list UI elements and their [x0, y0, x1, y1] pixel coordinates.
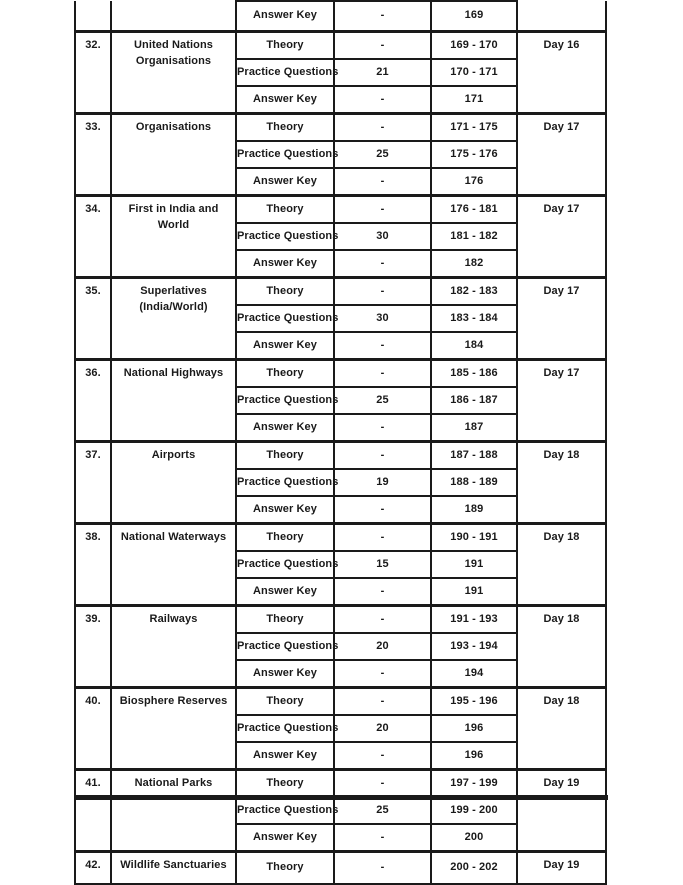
question-count: -	[334, 196, 431, 224]
page-range: 187 - 188	[431, 442, 517, 470]
page-range: 171	[431, 86, 517, 114]
page-range: 185 - 186	[431, 360, 517, 388]
row-type: Answer Key	[236, 86, 334, 114]
page-range: 169 - 170	[431, 32, 517, 60]
row-type: Practice Questions	[236, 305, 334, 332]
page-range: 187	[431, 414, 517, 442]
row-type: Practice Questions	[236, 223, 334, 250]
question-count: -	[334, 360, 431, 388]
page-range: 176	[431, 168, 517, 196]
row-type: Theory	[236, 196, 334, 224]
table-row	[75, 360, 606, 388]
row-type: Answer Key	[236, 496, 334, 524]
question-count: -	[334, 332, 431, 360]
cropped-row-edge	[74, 795, 608, 800]
chapter-title: Biosphere Reserves	[111, 688, 236, 770]
question-count: -	[334, 606, 431, 634]
question-count: 30	[334, 223, 431, 250]
question-count: -	[334, 32, 431, 60]
question-count: -	[334, 442, 431, 470]
chapter-number: 41.	[75, 770, 111, 852]
page-range: 200 - 202	[431, 852, 517, 885]
question-count: 19	[334, 469, 431, 496]
day-label	[517, 1, 606, 32]
row-type: Theory	[236, 32, 334, 60]
table-row	[75, 278, 606, 306]
table-row	[75, 114, 606, 142]
row-type: Theory	[236, 278, 334, 306]
question-count: -	[334, 168, 431, 196]
question-count: -	[334, 114, 431, 142]
day-label: Day 18	[517, 606, 606, 688]
page-range: 181 - 182	[431, 223, 517, 250]
table-row	[75, 196, 606, 224]
row-type: Answer Key	[236, 578, 334, 606]
row-type: Theory	[236, 770, 334, 798]
page-range: 170 - 171	[431, 59, 517, 86]
table-row	[75, 442, 606, 470]
toc-table	[74, 0, 607, 885]
day-label: Day 16	[517, 32, 606, 114]
row-type: Practice Questions	[236, 797, 334, 824]
question-count: -	[334, 742, 431, 770]
page-range: 193 - 194	[431, 633, 517, 660]
row-type: Theory	[236, 442, 334, 470]
day-label: Day 19	[517, 770, 606, 852]
row-type: Answer Key	[236, 250, 334, 278]
question-count: -	[334, 1, 431, 32]
toc-table-container	[74, 0, 608, 874]
page-range: 175 - 176	[431, 141, 517, 168]
page-range: 182 - 183	[431, 278, 517, 306]
chapter-number	[75, 1, 111, 32]
page-range: 186 - 187	[431, 387, 517, 414]
table-row	[75, 524, 606, 552]
table-row	[75, 770, 606, 798]
page-range: 169	[431, 1, 517, 32]
question-count: -	[334, 578, 431, 606]
day-label: Day 17	[517, 360, 606, 442]
day-label: Day 19	[517, 852, 606, 885]
question-count: 15	[334, 551, 431, 578]
question-count: -	[334, 852, 431, 885]
chapter-number: 35.	[75, 278, 111, 360]
page-range: 191	[431, 551, 517, 578]
chapter-title	[111, 1, 236, 32]
page-range: 195 - 196	[431, 688, 517, 716]
question-count: 20	[334, 715, 431, 742]
row-type: Theory	[236, 524, 334, 552]
chapter-title: First in India and World	[111, 196, 236, 278]
row-type: Practice Questions	[236, 59, 334, 86]
question-count: 21	[334, 59, 431, 86]
question-count: 30	[334, 305, 431, 332]
page-range: 191 - 193	[431, 606, 517, 634]
page-range: 199 - 200	[431, 797, 517, 824]
row-type: Answer Key	[236, 742, 334, 770]
table-row	[75, 1, 606, 32]
question-count: -	[334, 770, 431, 798]
row-type: Theory	[236, 114, 334, 142]
table-row	[75, 688, 606, 716]
page-range: 176 - 181	[431, 196, 517, 224]
day-label: Day 17	[517, 278, 606, 360]
question-count: 25	[334, 387, 431, 414]
chapter-number: 34.	[75, 196, 111, 278]
page-range: 184	[431, 332, 517, 360]
row-type: Answer Key	[236, 1, 334, 32]
day-label: Day 18	[517, 688, 606, 770]
day-label: Day 18	[517, 524, 606, 606]
row-type: Practice Questions	[236, 141, 334, 168]
table-row	[75, 32, 606, 60]
row-type: Answer Key	[236, 168, 334, 196]
chapter-title: Superlatives (India/World)	[111, 278, 236, 360]
row-type: Theory	[236, 852, 334, 885]
question-count: 25	[334, 797, 431, 824]
page-range: 197 - 199	[431, 770, 517, 798]
chapter-number: 39.	[75, 606, 111, 688]
chapter-title: United Nations Organisations	[111, 32, 236, 114]
question-count: 20	[334, 633, 431, 660]
page-range: 190 - 191	[431, 524, 517, 552]
question-count: -	[334, 496, 431, 524]
question-count: -	[334, 660, 431, 688]
row-type: Answer Key	[236, 332, 334, 360]
chapter-title: Organisations	[111, 114, 236, 196]
page-range: 200	[431, 824, 517, 852]
row-type: Practice Questions	[236, 469, 334, 496]
row-type: Practice Questions	[236, 551, 334, 578]
page-range: 194	[431, 660, 517, 688]
page-range: 182	[431, 250, 517, 278]
question-count: -	[334, 278, 431, 306]
chapter-title: National Parks	[111, 770, 236, 852]
row-type: Answer Key	[236, 824, 334, 852]
chapter-number: 32.	[75, 32, 111, 114]
question-count: -	[334, 824, 431, 852]
question-count: -	[334, 86, 431, 114]
chapter-title: Airports	[111, 442, 236, 524]
day-label: Day 17	[517, 196, 606, 278]
row-type: Theory	[236, 688, 334, 716]
day-label: Day 17	[517, 114, 606, 196]
page-range: 189	[431, 496, 517, 524]
page-range: 196	[431, 715, 517, 742]
table-row	[75, 606, 606, 634]
row-type: Answer Key	[236, 414, 334, 442]
chapter-number: 42.	[75, 852, 111, 885]
page-range: 183 - 184	[431, 305, 517, 332]
chapter-number: 36.	[75, 360, 111, 442]
question-count: -	[334, 524, 431, 552]
chapter-title: National Highways	[111, 360, 236, 442]
row-type: Practice Questions	[236, 715, 334, 742]
row-type: Practice Questions	[236, 633, 334, 660]
chapter-number: 38.	[75, 524, 111, 606]
chapter-title: National Waterways	[111, 524, 236, 606]
question-count: 25	[334, 141, 431, 168]
table-row	[75, 852, 606, 885]
chapter-number: 40.	[75, 688, 111, 770]
chapter-title: Railways	[111, 606, 236, 688]
row-type: Theory	[236, 606, 334, 634]
page-range: 196	[431, 742, 517, 770]
day-label: Day 18	[517, 442, 606, 524]
chapter-number: 33.	[75, 114, 111, 196]
question-count: -	[334, 688, 431, 716]
question-count: -	[334, 414, 431, 442]
chapter-title: Wildlife Sanctuaries	[111, 852, 236, 885]
row-type: Practice Questions	[236, 387, 334, 414]
row-type: Theory	[236, 360, 334, 388]
row-type: Answer Key	[236, 660, 334, 688]
page-range: 171 - 175	[431, 114, 517, 142]
question-count: -	[334, 250, 431, 278]
chapter-number: 37.	[75, 442, 111, 524]
page-range: 188 - 189	[431, 469, 517, 496]
page-range: 191	[431, 578, 517, 606]
